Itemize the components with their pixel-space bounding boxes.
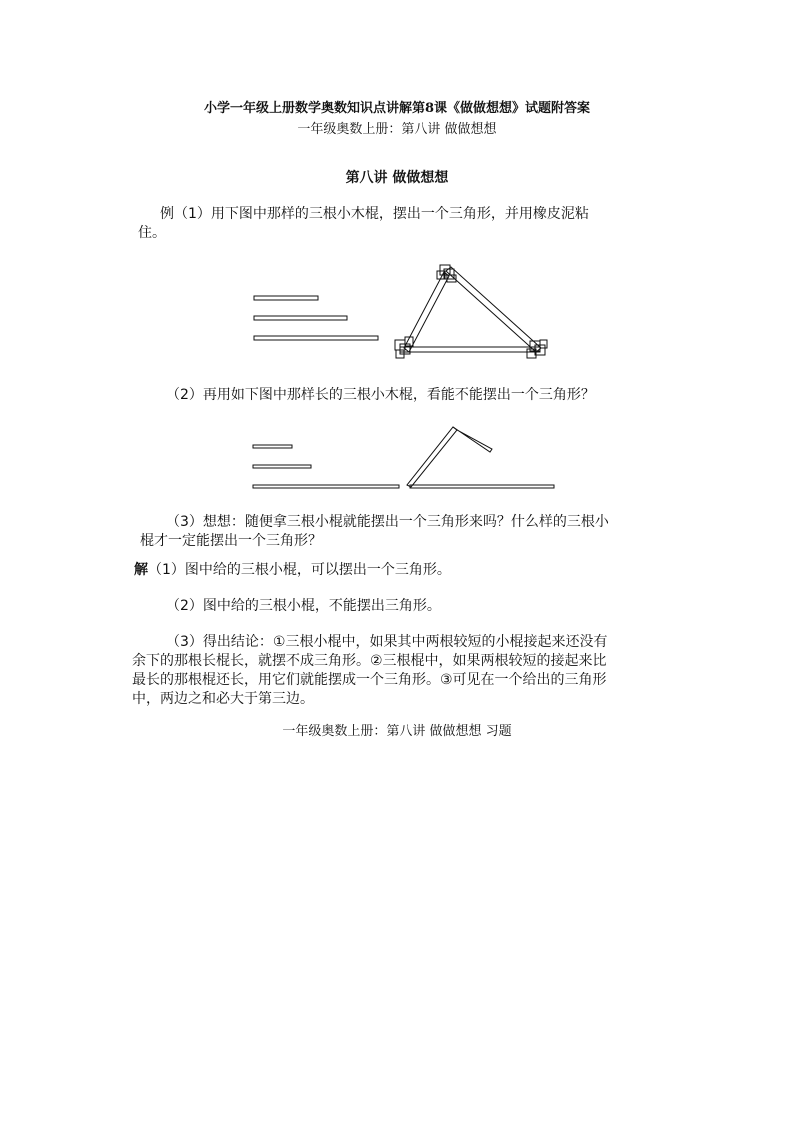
lecture-title: 第八讲 做做想想 — [345, 170, 449, 186]
figure2-attempt — [407, 427, 554, 488]
stick2-long — [253, 485, 399, 488]
example-q1-line1: 例（1）用下图中那样的三根小木棍，摆出一个三角形，并用橡皮泥粘 — [160, 206, 589, 222]
stick-medium — [254, 316, 347, 320]
footer-text: 一年级奥数上册：第八讲 做做想想 习题 — [282, 724, 512, 739]
figure1-triangle — [395, 265, 547, 358]
solution-line1 — [134, 561, 451, 580]
attempt-right-stick — [453, 427, 492, 452]
stick2-short — [253, 445, 292, 448]
example-q3-line2: 棍才一定能摆出一个三角形？ — [140, 533, 322, 549]
example-q1-line2: 住。 — [138, 225, 166, 241]
stick-short — [254, 296, 318, 300]
triangle-left-stick — [404, 272, 449, 352]
figure2-sticks — [253, 445, 399, 488]
stick2-medium — [253, 465, 311, 468]
triangle-right-stick — [446, 267, 541, 352]
example-q2: （2）再用如下图中那样长的三根小木棍，看能不能摆出一个三角形？ — [166, 387, 595, 403]
solution-a3-line1: （3）得出结论：①三根小棍中，如果其中两根较短的小棍接起来还没有 — [166, 634, 608, 650]
attempt-left-stick — [407, 427, 457, 487]
example-q3-line1: （3）想想：随便拿三根小棍就能摆出一个三角形来吗？什么样的三根小 — [166, 514, 609, 530]
solution-a3-line4: 中，两边之和必大于第三边。 — [132, 691, 314, 707]
clay-blob-right — [527, 340, 547, 358]
solution-a1: （1）图中给的三根小棍，可以摆出一个三角形。 — [148, 562, 451, 578]
stick-long — [254, 336, 378, 340]
solution-a2: （2）图中给的三根小棍，不能摆出三角形。 — [166, 598, 441, 614]
solution-a3-line3: 最长的那根棍还长，用它们就能摆成一个三角形。③可见在一个给出的三角形 — [132, 672, 607, 688]
solution-label: 解 — [134, 562, 148, 578]
figure1-sticks — [254, 296, 378, 340]
triangle-base-stick — [400, 347, 540, 352]
document-title: 小学一年级上册数学奥数知识点讲解第8课《做做想想》试题附答案 — [203, 101, 591, 116]
attempt-base-stick — [410, 485, 554, 488]
document-subtitle: 一年级奥数上册：第八讲 做做想想 — [297, 122, 497, 137]
solution-a3-line2: 余下的那根长棍长，就摆不成三角形。②三根棍中，如果两根较短的接起来比 — [132, 653, 607, 669]
